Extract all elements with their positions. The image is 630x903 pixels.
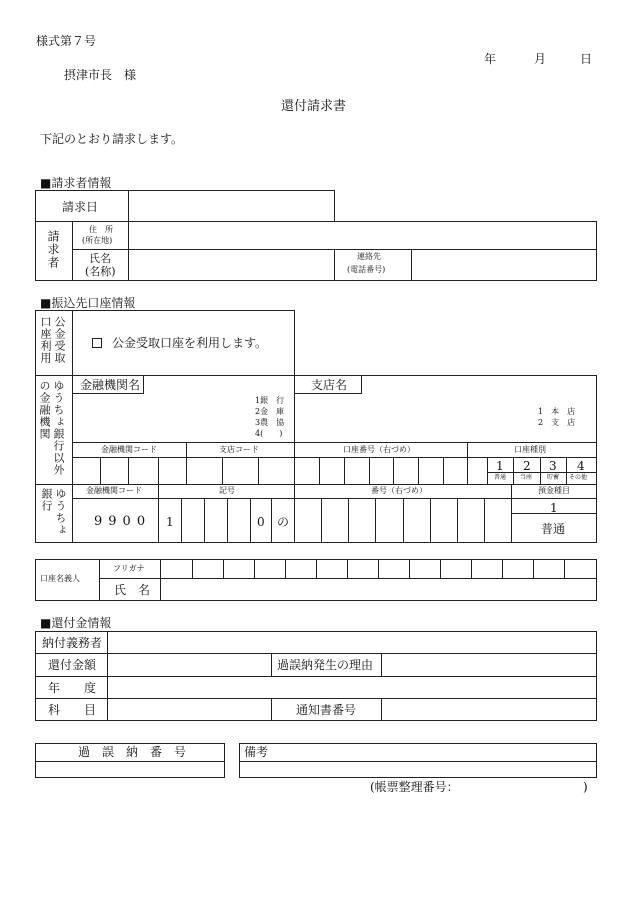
contact-sub-label: (電話番号) — [347, 265, 386, 274]
number-label: 番号（右づめ） — [371, 486, 427, 495]
branch-code-label: 支店コード — [219, 445, 259, 454]
account-type-num-4: 4 — [577, 459, 585, 473]
refund-amount-label: 還付金額 — [48, 658, 97, 672]
fi-type-bank: 1銀 行 — [255, 396, 285, 405]
overpayment-reason-label: 過誤納発生の理由 — [277, 658, 374, 672]
fi-type-nokyo: 3農 協 — [255, 418, 285, 427]
contact-label: 連絡先 — [357, 252, 381, 261]
fi-type-shinkin: 2金 庫 — [255, 407, 285, 416]
yucho-fi-code-label: 金融機関コード — [86, 486, 142, 495]
branch-name-field[interactable] — [364, 376, 594, 394]
public-account-label: 公金受取口座利用 — [39, 316, 66, 364]
refund-heading: ■還付金情報 — [40, 616, 112, 630]
yucho-label-wrap — [39, 488, 71, 540]
date-month: 月 — [534, 52, 547, 66]
date-day: 日 — [580, 52, 593, 66]
fi-name-field[interactable] — [146, 376, 292, 394]
branch-type-main: 1 本 店 — [538, 407, 576, 416]
tax-item-label: 科 目 — [48, 703, 97, 717]
address-sub-label: (所在地) — [82, 236, 113, 245]
address-label: 住 所 — [89, 225, 113, 234]
yucho-number-field[interactable] — [295, 499, 510, 542]
symbol-label: 記号 — [219, 486, 235, 495]
public-account-checkbox[interactable] — [92, 338, 102, 348]
fi-type-other: 4( ) — [255, 429, 283, 438]
public-account-option-label: 公金受取口座を利用します。 — [112, 336, 268, 350]
furigana-label: フリガナ — [113, 564, 145, 573]
remarks-label: 備考 — [244, 745, 269, 759]
branch-type-branch: 2 支 店 — [538, 418, 576, 427]
fi-name-label: 金融機関名 — [80, 378, 141, 392]
furigana-field[interactable] — [161, 560, 596, 577]
fi-code-label: 金融機関コード — [101, 445, 157, 454]
account-type-chochiku[interactable]: 貯蓄 — [547, 474, 560, 481]
address-field[interactable] — [129, 222, 596, 248]
account-type-num-3: 3 — [549, 459, 557, 473]
branch-code-field[interactable] — [187, 458, 293, 484]
form-control-number-label: (帳票整理番号： — [370, 780, 459, 794]
intro-text: 下記のとおり請求します。 — [40, 132, 184, 146]
name-field[interactable] — [129, 250, 333, 280]
request-date-label: 請求日 — [62, 200, 99, 214]
addressee: 摂津市長 様 — [64, 68, 137, 82]
form-control-number-end: ) — [583, 780, 588, 794]
form-number: 様式第７号 — [36, 34, 97, 48]
account-type-label: 口座種別 — [514, 445, 546, 454]
page-title: 還付請求書 — [281, 99, 347, 114]
branch-name-label: 支店名 — [311, 378, 348, 392]
account-number-label: 口座番号（右づめ） — [343, 445, 415, 454]
other-fi-label-wrap — [37, 380, 71, 480]
deposit-type-label: 預金種目 — [538, 486, 570, 495]
fiscal-year-field[interactable] — [108, 677, 596, 697]
overpay-number-field[interactable] — [36, 762, 224, 777]
requester-group-label: 請求者 — [46, 230, 60, 269]
overpayment-reason-field[interactable] — [382, 654, 596, 675]
requester-heading: ■請求者情報 — [40, 176, 112, 190]
refund-amount-field[interactable] — [108, 654, 270, 675]
account-holder-label: 口座名義人 — [40, 574, 80, 583]
public-account-label-wrap — [38, 316, 70, 374]
account-type-num-2: 2 — [523, 459, 531, 473]
symbol-field[interactable] — [182, 499, 249, 542]
request-date-field[interactable] — [129, 191, 334, 221]
obligor-field[interactable] — [108, 632, 596, 652]
name-sub-label: (名称) — [85, 265, 116, 278]
tax-item-field[interactable] — [108, 699, 270, 720]
account-type-futsu[interactable]: 普通 — [494, 474, 507, 481]
fiscal-year-label: 年 度 — [48, 681, 97, 695]
other-fi-label: ゆうちょ銀行以外の金融機関 — [38, 380, 65, 476]
public-account-option[interactable] — [92, 337, 267, 349]
symbol-suffix: の — [277, 515, 290, 529]
symbol-first-digit: 1 — [166, 515, 174, 529]
holder-name-field[interactable] — [161, 579, 596, 600]
date-year: 年 — [484, 52, 497, 66]
notice-number-field[interactable] — [382, 699, 596, 720]
contact-field[interactable] — [412, 250, 596, 280]
account-type-toza[interactable]: 当座 — [520, 474, 533, 481]
account-heading: ■振込先口座情報 — [40, 296, 136, 310]
obligor-label: 納付義務者 — [42, 636, 103, 650]
overpay-number-label: 過 誤 納 番 号 — [78, 745, 187, 759]
remarks-field[interactable] — [240, 762, 596, 777]
account-number-field[interactable] — [295, 458, 466, 484]
deposit-type-number: 1 — [550, 501, 558, 515]
fi-code-field[interactable] — [73, 458, 185, 484]
name-label: 氏名 — [89, 252, 111, 265]
symbol-last-digit: 0 — [257, 515, 265, 529]
account-type-other[interactable]: その他 — [569, 474, 588, 481]
deposit-type-name: 普通 — [541, 522, 566, 536]
account-type-num-1: 1 — [496, 459, 504, 473]
holder-name-label: 氏 名 — [114, 583, 151, 597]
yucho-fi-code-value: 9900 — [94, 514, 152, 529]
yucho-label: ゆうちょ銀行 — [40, 488, 67, 536]
notice-number-label: 通知書番号 — [296, 703, 357, 717]
